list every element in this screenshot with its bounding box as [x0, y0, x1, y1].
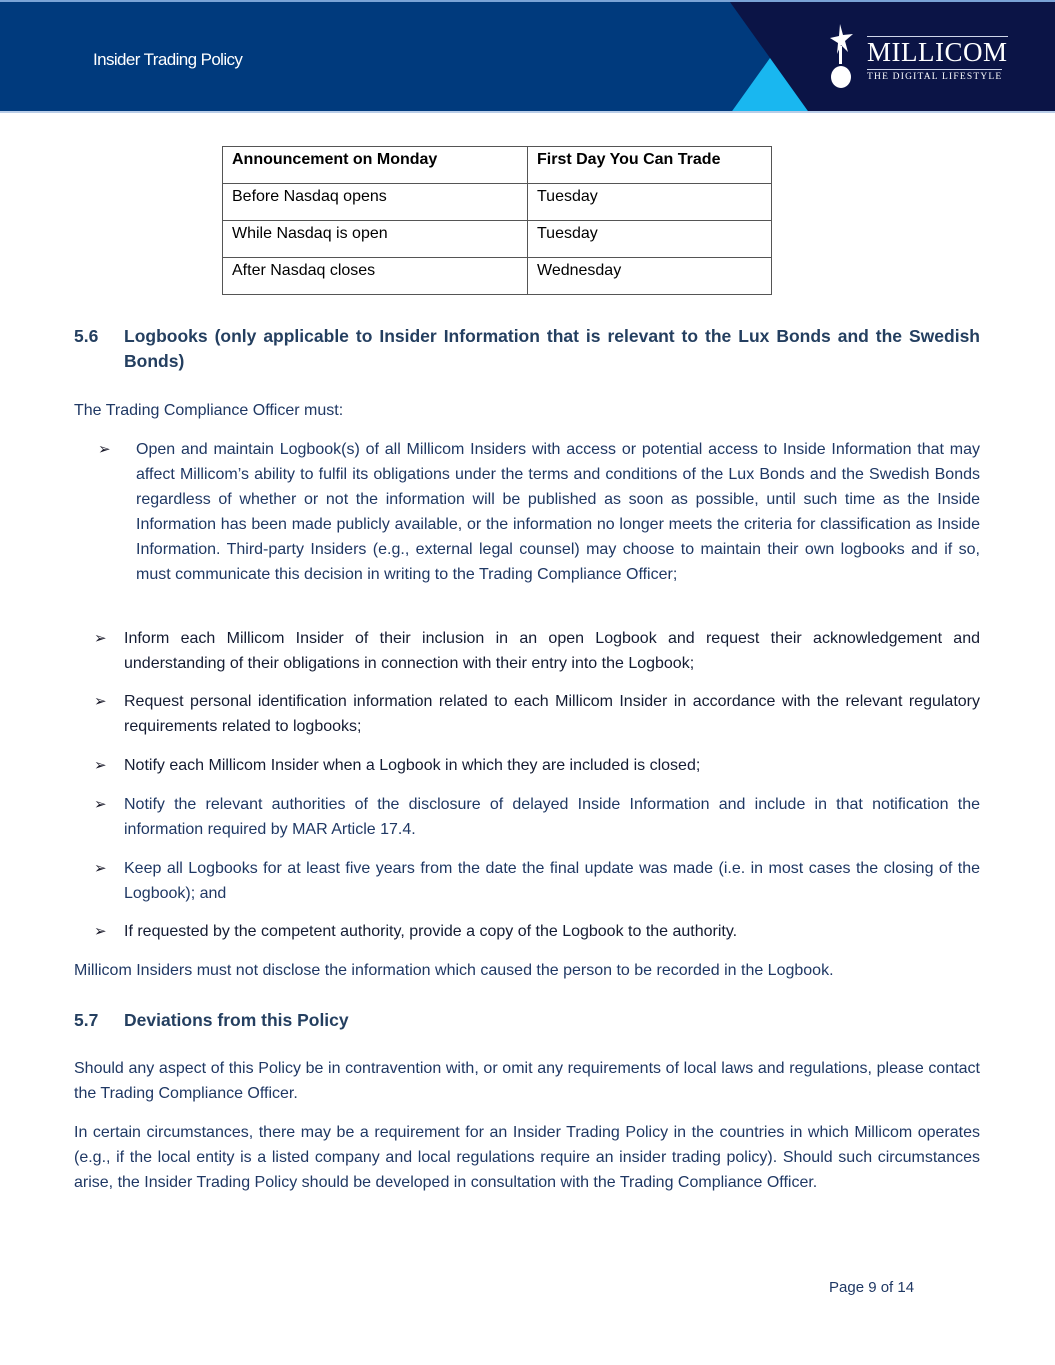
millicom-logo — [826, 22, 1026, 92]
table-cell: Tuesday — [528, 184, 772, 221]
arrow-bullet-icon: ➢ — [94, 757, 107, 774]
table-cell: Before Nasdaq opens — [223, 184, 528, 221]
section-intro: The Trading Compliance Officer must: — [74, 402, 344, 419]
header-divider — [0, 111, 1055, 113]
arrow-bullet-icon: ➢ — [94, 693, 107, 710]
list-item-text: Notify the relevant authorities of the disclosure of delayed Inside Information and include in that notification the information required by MAR Article 17.4. — [124, 796, 980, 838]
paragraph: In certain circumstances, there may be a requirement for an Insider Trading Policy in the countries in which Millicom operates (e.g., if the local entity is a listed company and local regulations require an insider trading policy). Should such circumstances arise, the Insider Trading Policy should be developed in consultation with the Trading Compliance Officer. — [74, 1124, 980, 1191]
arrow-bullet-icon: ➢ — [94, 860, 107, 877]
list-item — [94, 753, 980, 778]
list-item-text: Keep all Logbooks for at least five years from the date the final update was made (i.e. in most cases the closing of the Logbook); and — [124, 860, 980, 902]
table-row — [223, 184, 772, 221]
table-cell: Wednesday — [528, 258, 772, 295]
table-header-row — [223, 147, 772, 184]
table-row — [223, 221, 772, 258]
table-header-cell: First Day You Can Trade — [528, 147, 772, 184]
arrow-bullet-icon: ➢ — [94, 630, 107, 647]
list-item-text: Request personal identification information related to each Millicom Insider in accordance with the relevant regulatory requirements related to logbooks; — [124, 693, 980, 735]
page-header — [0, 0, 1055, 112]
list-item — [94, 792, 980, 842]
millicom-star-logo-icon — [826, 22, 856, 88]
section-closing: Millicom Insiders must not disclose the information which caused the person to be recorded in the Logbook. — [74, 962, 834, 979]
arrow-bullet-icon: ➢ — [94, 923, 107, 940]
logo-wordmark: MILLICOM — [867, 37, 1008, 67]
table-cell: Tuesday — [528, 221, 772, 258]
section-number: 5.6 — [74, 326, 99, 346]
list-item — [94, 919, 980, 944]
list-item-text: Inform each Millicom Insider of their inclusion in an open Logbook and request their acknowledgement and understanding of their obligations in connection with their entry into the Logbook; — [124, 630, 980, 672]
paragraph: Should any aspect of this Policy be in contravention with, or omit any requirements of local laws and regulations, please contact the Trading Compliance Officer. — [74, 1060, 980, 1102]
section-heading-5-7 — [74, 1008, 980, 1033]
section-number: 5.7 — [74, 1010, 99, 1030]
logo-tagline: THE DIGITAL LIFESTYLE — [867, 69, 1002, 82]
list-item-text: Notify each Millicom Insider when a Logbook in which they are included is closed; — [124, 757, 701, 774]
section-title: Deviations from this Policy — [124, 1010, 349, 1030]
table-row — [223, 258, 772, 295]
list-item — [94, 856, 980, 906]
list-item-text: If requested by the competent authority, provide a copy of the Logbook to the authority. — [124, 923, 738, 940]
section-heading-5-6 — [74, 324, 980, 374]
trading-window-table — [222, 146, 772, 295]
table-header-cell: Announcement on Monday — [223, 147, 528, 184]
arrow-bullet-icon: ➢ — [94, 796, 107, 813]
table-cell: While Nasdaq is open — [223, 221, 528, 258]
document-title: Insider Trading Policy — [93, 50, 243, 69]
section-title: Logbooks (only applicable to Insider Information that is relevant to the Lux Bonds and the Swedish Bonds) — [124, 326, 980, 371]
list-item — [94, 689, 980, 739]
list-item-text: Open and maintain Logbook(s) of all Millicom Insiders with access or potential access to Inside Information that may affect Millicom’s ability to fulfil its obligations under the terms and conditions of the Lux Bonds and the Swedish Bonds regardless of whether or not the information will be published as soon as possible, until such time as the Inside Information has been made publicly available, or the information no longer meets the criteria for classification as Inside Information. Third-party Insiders (e.g., external legal counsel) may choose to maintain their own logbooks and if so, must communicate this decision in writing to the Trading Compliance Officer; — [136, 441, 980, 583]
list-item — [94, 626, 980, 676]
table-cell: After Nasdaq closes — [223, 258, 528, 295]
page-number: Page 9 of 14 — [829, 1279, 915, 1296]
list-item — [98, 437, 980, 587]
arrow-bullet-icon: ➢ — [98, 441, 111, 458]
